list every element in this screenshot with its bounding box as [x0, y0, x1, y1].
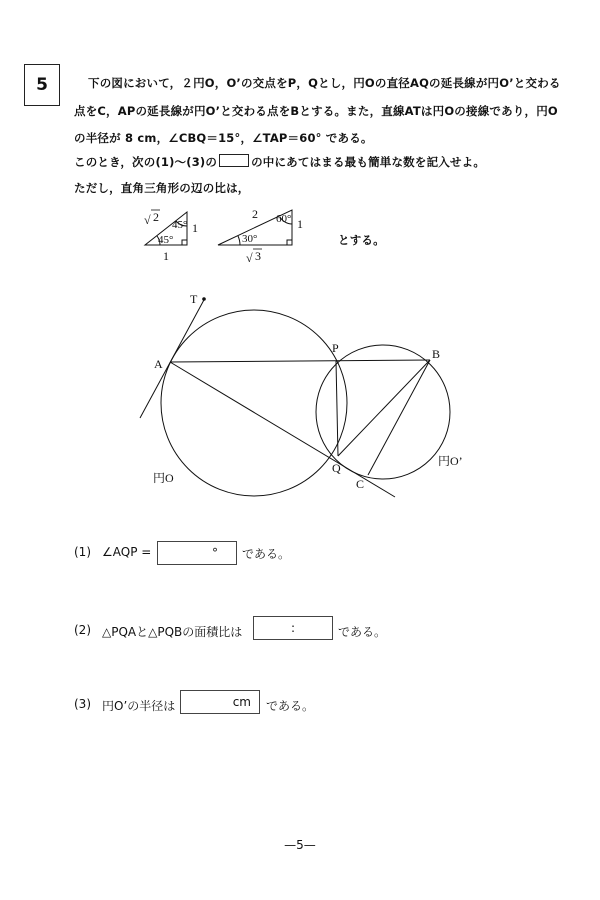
intro-line-1: 下の図において，２円O，O’の交点をP，Qとし，円Oの直径AQの延長線が円O’と交わる	[88, 76, 561, 90]
question-number: 5	[24, 64, 60, 106]
q2-answer-box[interactable]	[253, 616, 333, 640]
q3-prompt: 円O’の半径は	[102, 699, 176, 713]
tri1-base: 1	[163, 249, 169, 263]
q2-number: (2)	[74, 623, 91, 637]
tri1-angle-top: 45°	[172, 219, 188, 231]
circle-O	[161, 310, 347, 496]
tri2-base-sqrt: √	[246, 251, 253, 265]
q2-ratio-colon: :	[290, 621, 296, 635]
tri2-angle-left: 30°	[242, 233, 258, 245]
q1-unit: °	[212, 546, 218, 560]
q3-suffix: である。	[266, 699, 315, 713]
point-T-dot	[202, 297, 206, 301]
q2-prompt: △PQAと△PQBの面積比は	[102, 625, 243, 639]
segment-PQ	[336, 361, 338, 456]
intro-line-3: の半径が 8 cm，∠CBQ＝15°，∠TAP＝60° である。	[74, 131, 373, 145]
tri1-hyp: 2	[153, 210, 159, 224]
tri2-hyp: 2	[252, 207, 258, 221]
label-circle-O-prime: 円O’	[438, 454, 463, 468]
ratio-suffix: とする。	[338, 233, 385, 247]
q1-suffix: である。	[242, 547, 291, 561]
q3-unit: cm	[232, 695, 251, 709]
segment-BC	[368, 360, 430, 475]
intro-line-5: ただし，直角三角形の辺の比は，	[74, 181, 250, 195]
page-number: —5—	[284, 838, 316, 852]
q2-suffix: である。	[338, 625, 387, 639]
segment-BQ	[338, 360, 430, 456]
label-T: T	[190, 292, 198, 306]
q1-answer-box[interactable]	[157, 541, 237, 565]
tri2-side: 1	[297, 217, 303, 231]
tri1-hyp-sqrt: √	[144, 213, 151, 227]
q3-answer-box[interactable]	[180, 690, 260, 714]
q1-number: (1)	[74, 545, 91, 559]
intro-line-2: 点をC，APの延長線が円O’と交わる点をBとする。また，直線ATは円Oの接線であり，円O	[74, 104, 558, 118]
intro-line-4-post: の中にあてはまる最も簡単な数を記入せよ。	[251, 155, 486, 169]
q1-prompt: ∠AQP =	[102, 545, 152, 559]
tri2-base: 3	[255, 249, 261, 263]
label-C: C	[356, 477, 365, 491]
intro-line-4-pre: このとき，次の(1)〜(3)の	[74, 155, 218, 169]
segment-AB	[170, 360, 430, 362]
label-circle-O: 円O	[153, 471, 174, 485]
q3-number: (3)	[74, 697, 91, 711]
label-Q: Q	[332, 461, 341, 475]
label-A: A	[154, 357, 163, 371]
tri2-angle-top: 60°	[276, 213, 292, 225]
tangent-line-AT	[140, 298, 205, 418]
label-B: B	[432, 347, 441, 361]
tri1-angle-left: 45°	[158, 234, 174, 246]
label-P: P	[332, 341, 339, 355]
tri1-side: 1	[192, 221, 198, 235]
